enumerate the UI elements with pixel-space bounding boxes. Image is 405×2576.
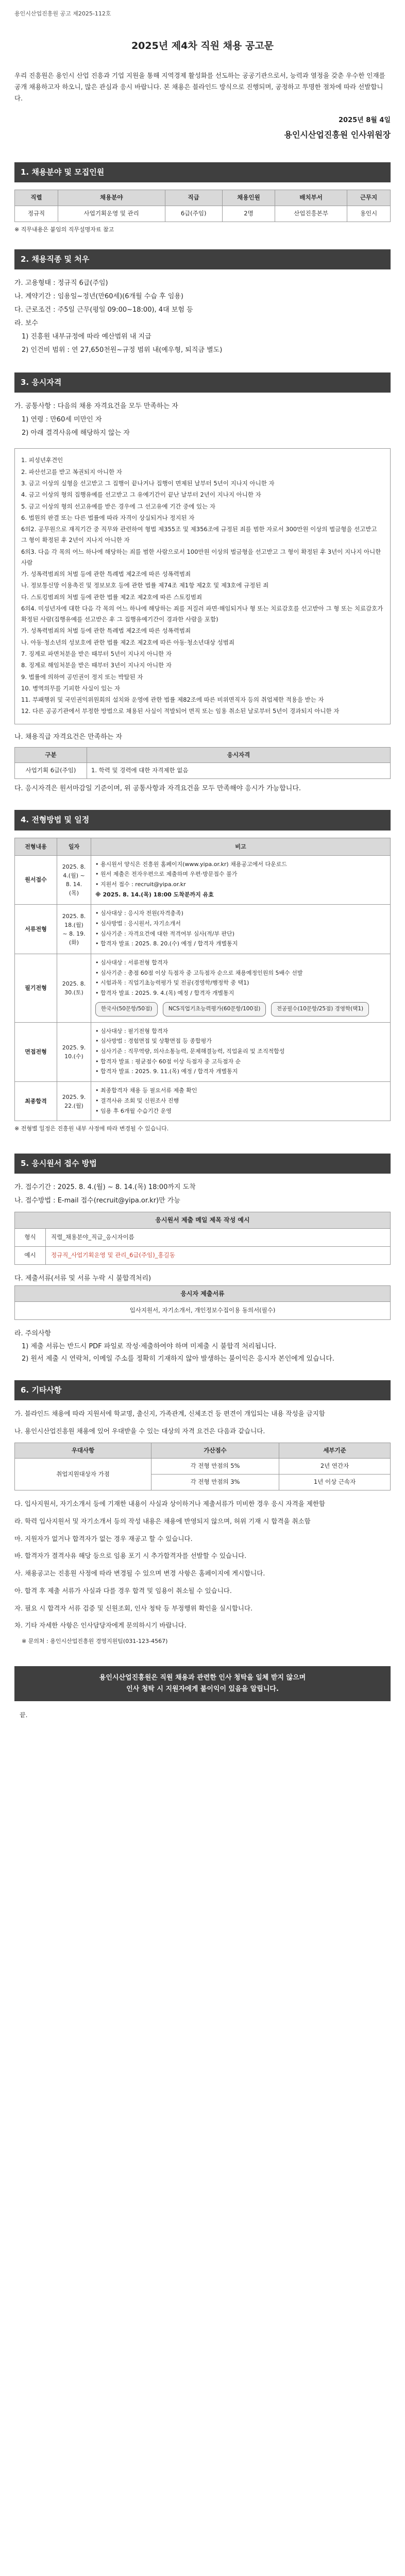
section-1-header: 1. 채용분야 및 모집인원 (14, 162, 391, 182)
table-row (15, 763, 391, 779)
stage-name: 필기전형 (15, 954, 57, 1023)
section-4-header: 4. 전형방법 및 일정 (14, 810, 391, 830)
list-item: 다. 근로조건 : 주5일 근무(평일 09:00~18:00), 4대 보험 등 (14, 306, 193, 314)
table-cell: 6급(주임) (165, 206, 222, 222)
contact-info: ※ 문의처 : 용인시산업진흥원 경영지원팀(031-123-4567) (22, 1638, 168, 1645)
list-item: 가. 고용형태 : 정규직 6급(주임) (14, 279, 108, 287)
list-item: 라. 보수 (14, 319, 38, 328)
list-item: 다. 제출서류(서류 및 서류 누락 시 불합격처리) (14, 1274, 151, 1282)
list-item: 나. 접수방법 : E-mail 접수(recruit@yipa.or.kr)만 가능 (14, 1197, 180, 1205)
list-item: 가. 블라인드 채용에 따라 지원서에 학교명, 출신지, 가족관계, 신체조건 등 편견이 개입되는 내용 작성을 금지함 (14, 1410, 325, 1418)
table-cell: 2년 연간자 (279, 1459, 391, 1475)
table-row (15, 1022, 391, 1081)
table-cell: 사업기획운영 및 관리 (58, 206, 165, 222)
desc-line: • 심사기준 : 직무역량, 의사소통능력, 문제해결능력, 직업윤리 및 조직적합성 (95, 1048, 285, 1055)
list-item: 8. 징계로 해임처분을 받은 때부터 3년이 지나지 아니한 자 (21, 662, 172, 669)
disqualification-list (14, 448, 391, 724)
list-item: 마. 지원자가 없거나 합격자가 없는 경우 재공고 할 수 있습니다. (14, 1534, 193, 1543)
footer-line: 인사 청탁 시 지원자에게 불이익이 있음을 알립니다. (126, 1685, 279, 1693)
list-item: 다. 응시자격은 원서마감일 기준이며, 위 공통사항과 자격요건을 모두 만족해야 응시가 가능합니다. (14, 785, 301, 793)
schedule-note: ※ 전형별 일정은 진흥원 내부 사정에 따라 변경될 수 있습니다. (14, 1125, 169, 1132)
list-item: 12. 다른 공공기관에서 부정한 방법으로 채용된 사실이 적발되어 면직 또는 임용 취소된 날로부터 5년이 경과되지 아니한 자 (21, 707, 340, 715)
table-cell: 직렬_채용분야_직급_응시자이름 (46, 1229, 391, 1246)
table-header: 배치부서 (275, 190, 347, 206)
desc-line: ※ 2025. 8. 14.(목) 18:00 도착분까지 유효 (95, 891, 214, 898)
section-6-header: 6. 기타사항 (14, 1380, 391, 1400)
table-row (15, 855, 391, 905)
list-item: 사. 채용공고는 진흥원 사정에 따라 변경될 수 있으며 변경 사항은 홈페이지에 게시합니다. (14, 1569, 265, 1578)
list-item: 나. 아동·청소년의 성보호에 관한 법률 제2조 제2호에 따른 아동·청소년대상 성범죄 (21, 638, 234, 646)
stage-date: 2025. 8. 30.(토) (57, 954, 91, 1023)
desc-line: • 합격자 발표 : 평균점수 60점 이상 득점자 중 고득점자 순 (95, 1058, 241, 1065)
list-item: 가. 접수기간 : 2025. 8. 4.(월) ~ 8. 14.(목) 18:00까지 도착 (14, 1183, 196, 1192)
list-item: 9. 법률에 의하여 공민권이 정지 또는 박탈된 자 (21, 673, 143, 681)
table-row (15, 905, 391, 954)
list-item: 4. 금고 이상의 형의 집행유예를 선고받고 그 유예기간이 끝난 날부터 2년이 지나지 아니한 자 (21, 491, 261, 499)
desc-line: • 합격자 발표 : 2025. 9. 11.(목) 예정 / 합격자 개별통지 (95, 1068, 238, 1075)
list-subitem: 2) 인건비 범위 : 연 27,650천원~규정 범위 내(예우형, 퇴직금 별도) (22, 346, 223, 354)
notice-date: 2025년 8월 4일 (339, 116, 391, 125)
list-item: 10. 병역의무를 기피한 사실이 있는 자 (21, 684, 121, 692)
footer-line: 용인시산업진흥원은 직원 채용과 관련한 인사 청탁을 일체 받지 않으며 (99, 1674, 306, 1682)
table-header: 근무지 (347, 190, 390, 206)
stage-name: 최종합격 (15, 1082, 57, 1121)
stage-name: 원서접수 (15, 855, 57, 905)
list-item: 차. 기타 자세한 사항은 인사담당자에게 문의하시기 바랍니다. (14, 1621, 187, 1630)
list-item: 나. 채용직급 자격요건은 만족하는 자 (14, 733, 123, 741)
list-item: 6의2. 공무원으로 재직기간 중 직무와 관련하여 형법 제355조 및 제356조에 규정된 죄를 범한 자로서 300만원 이상의 벌금형을 선고받고 그 형이 확정된 후 2년이 지나지 아니한 자 (21, 526, 377, 544)
table-cell: 각 전형 만점의 3% (151, 1475, 279, 1490)
section-1-note: ※ 직무내용은 붙임의 직무설명자료 참고 (14, 226, 114, 233)
stage-desc (91, 1082, 391, 1121)
table-header: 우대사항 (15, 1443, 151, 1459)
desc-line: • 시험과목 : 직업기초능력평가 및 전공(경영학/행정학 중 택1) (95, 979, 249, 987)
table-row (15, 1459, 391, 1475)
page-title: 2025년 제4차 직원 채용 공고문 (131, 40, 274, 52)
list-item: 가. 성폭력범죄의 처벌 등에 관한 특례법 제2조에 따른 성폭력범죄 (21, 627, 191, 635)
list-item: 자. 필요 시 합격자 서류 검증 및 신원조회, 인사 청탁 등 부정행위 확인을 실시합니다. (14, 1604, 253, 1612)
document-number: 용인시산업진흥원 공고 제2025-112호 (14, 10, 111, 17)
table-cell: 각 전형 만점의 5% (151, 1459, 279, 1475)
table-row (15, 206, 391, 222)
table-row (15, 1246, 391, 1264)
list-item: 2. 파산선고를 받고 복권되지 아니한 자 (21, 468, 122, 476)
qualification-table (14, 747, 391, 779)
list-item: 라. 주의사항 (14, 1330, 52, 1338)
table-cell: 형식 (15, 1229, 46, 1246)
desc-line: • 심사기준 : 총점 60점 이상 득점자 중 고득점자 순으로 채용예정인원의 5배수 선발 (95, 969, 303, 976)
list-item: 가. 공통사항 : 다음의 채용 자격요건을 모두 만족하는 자 (14, 402, 178, 411)
table-header: 일자 (57, 838, 91, 855)
stage-date: 2025. 9. 10.(수) (57, 1022, 91, 1081)
exam-subject-pill: 한국사(50문항/50점) (95, 1002, 158, 1016)
docs-title-header: 응시자 제출서류 (14, 1285, 391, 1302)
stage-desc (91, 905, 391, 954)
list-item: 나. 용인시산업진흥원 채용에 있어 우대받을 수 있는 대상의 자격 요건은 다음과 같습니다. (14, 1427, 265, 1435)
table-cell: 1. 학력 및 경력에 대한 자격제한 없음 (87, 763, 391, 779)
table-cell: 용인시 (347, 206, 390, 222)
list-item: 가. 성폭력범죄의 처벌 등에 관한 특례법 제2조에 따른 성폭력범죄 (21, 570, 191, 578)
desc-line: • 용시원서 양식은 진흥원 홈페이지(www.yipa.or.kr) 채용공고에서 다운로드 (95, 860, 287, 868)
list-item: 라. 학력 입사지원서 및 자기소개서 등의 작성 내용은 채용에 반영되지 않으며, 허위 기재 시 합격을 취소함 (14, 1517, 311, 1525)
stage-date: 2025. 8. 18.(월) ~ 8. 19.(화) (57, 905, 91, 954)
table-cell: 정규직_사업기획운영 및 관리_6급(주임)_홍길동 (46, 1246, 391, 1264)
issuer-org: 용인시산업진흥원 인사위원장 (284, 130, 391, 140)
table-header: 직렬 (15, 190, 58, 206)
stage-desc (91, 954, 391, 1023)
desc-line: • 지원서 접수 : recruit@yipa.or.kr (95, 880, 186, 888)
stage-name: 면접전형 (15, 1022, 57, 1081)
desc-line: • 심사대상 : 응시자 전원(자격충족) (95, 910, 183, 917)
desc-line: • 심사대상 : 필기전형 합격자 (95, 1027, 168, 1035)
list-item: 나. 정보통신망 이용촉진 및 정보보호 등에 관한 법률 제74조 제1항 제2호 및 제3호에 규정된 죄 (21, 582, 269, 589)
desc-line: • 결격사유 조회 및 신원조사 진행 (95, 1097, 179, 1104)
table-cell: 예시 (15, 1246, 46, 1264)
mail-format-table (14, 1229, 391, 1265)
list-item: 바. 합격자가 결격사유 해당 등으로 임용 포기 시 추가합격자를 선발할 수 있습니다. (14, 1552, 247, 1560)
table-header: 채용분야 (58, 190, 165, 206)
desc-line: • 심사기준 : 자격요건에 대한 적격여부 심사(적/부 판단) (95, 930, 235, 937)
section-3-header: 3. 응시자격 (14, 372, 391, 393)
footer-banner (14, 1666, 391, 1701)
list-item: 11. 부패행위 및 국민권익위원회의 설치와 운영에 관한 법률 제82조에 따른 비위면직자 등의 취업제한 적용을 받는 자 (21, 696, 324, 704)
desc-line: • 최종합격자 채용 등 필요서류 제출 확인 (95, 1087, 197, 1094)
table-header: 응시자격 (87, 747, 391, 763)
document-end: 끝. (20, 1711, 28, 1719)
preference-table (14, 1443, 391, 1490)
table-cell: 취업지원대상자 가점 (15, 1459, 151, 1490)
list-subitem: 1) 진흥원 내부규정에 따라 예산범위 내 지급 (22, 333, 151, 341)
section-2-header: 2. 채용직종 및 처우 (14, 249, 391, 269)
table-cell: 1년 이상 근속자 (279, 1475, 391, 1490)
desc-line: • 임용 후 6개월 수습기간 운영 (95, 1107, 172, 1114)
table-cell: 정규직 (15, 206, 58, 222)
stage-desc (91, 1022, 391, 1081)
table-row (15, 954, 391, 1023)
list-subitem: 2) 원서 제출 시 연락처, 이메일 주소를 정확히 기재하지 않아 발생하는 불이익은 응시자 본인에게 있습니다. (22, 1354, 334, 1363)
stage-date: 2025. 9. 22.(월) (57, 1082, 91, 1121)
list-subitem: 2) 아래 결격사유에 해당하지 않는 자 (22, 429, 130, 437)
intro-paragraph: 우리 진흥원은 용인시 산업 진흥과 기업 지원을 통해 지역경제 활성화를 선도하는 공공기관으로서, 능력과 열정을 갖춘 우수한 인재를 공개 채용하고자 하오니, 많은 관심과 응시 바랍니다. 본 채용은 블라인드 방식으로 진행되며, 공정하고 투명한 절차에 따라 선발합니다. (14, 72, 385, 103)
table-header: 전형내용 (15, 838, 57, 855)
desc-line: • 심사대상 : 서류전형 합격자 (95, 959, 168, 967)
list-item: 1. 피성년후견인 (21, 456, 63, 464)
exam-subject-pill: NCS직업기초능력평가(60문항/100점) (163, 1002, 266, 1016)
stage-name: 서류전형 (15, 905, 57, 954)
desc-line: • 심사방법 : 응시원서, 자기소개서 (95, 920, 181, 927)
desc-line: • 원서 제출은 전자우편으로 제출하며 우편·방문접수 불가 (95, 871, 238, 878)
table-header: 세부기준 (279, 1443, 391, 1459)
list-item: 7. 징계로 파면처분을 받은 때부터 5년이 지나지 아니한 자 (21, 650, 172, 657)
list-item: 나. 계약기간 : 임용일~정년(만60세)(6개월 수습 후 임용) (14, 293, 183, 301)
table-header: 가산점수 (151, 1443, 279, 1459)
list-item: 6의4. 미성년자에 대한 다음 각 목의 어느 하나에 해당하는 죄를 저질러 파면·해임되거나 형 또는 치료감호를 선고받아 그 형 또는 치료감호가 확정된 사람(집행유예를 선고받은 후 그 집행유예기간이 경과한 사람을 포함) (21, 604, 383, 623)
stage-date: 2025. 8. 4.(월) ~ 8. 14.(목) (57, 855, 91, 905)
table-header: 직급 (165, 190, 222, 206)
list-subitem: 1) 연령 : 만60세 미만인 자 (22, 416, 102, 424)
table-cell: 산업진흥본부 (275, 206, 347, 222)
schedule-table (14, 838, 391, 1122)
table-row (15, 1082, 391, 1121)
desc-line: • 합격자 발표 : 2025. 8. 20.(수) 예정 / 합격자 개별통지 (95, 940, 238, 947)
section-5-header: 5. 응시원서 접수 방법 (14, 1154, 391, 1174)
table-header: 구분 (15, 747, 87, 763)
table-header: 채용인원 (222, 190, 275, 206)
list-item: 다. 입사지원서, 자기소개서 등에 기재한 내용이 사실과 상이하거나 제출서류가 미비한 경우 응시 자격을 제한함 (14, 1500, 325, 1508)
mail-title-header: 응시원서 제출 메일 제목 작성 예시 (14, 1212, 391, 1229)
desc-line: • 심사방법 : 경험면접 및 상황면접 등 종합평가 (95, 1038, 212, 1045)
table-cell: 2명 (222, 206, 275, 222)
table-cell: 사업기획 6급(주임) (15, 763, 87, 779)
table-header: 비고 (91, 838, 391, 855)
list-item: 6의3. 다음 각 목의 어느 하나에 해당하는 죄를 범한 사람으로서 100만원 이상의 벌금형을 선고받고 그 형이 확정된 후 3년이 지나지 아니한 사람 (21, 548, 381, 566)
table-row (15, 1229, 391, 1246)
stage-desc (91, 855, 391, 905)
list-item: 다. 스토킹범죄의 처벌 등에 관한 법률 제2조 제2호에 따른 스토킹범죄 (21, 593, 202, 601)
docs-required: 입사지원서, 자기소개서, 개인정보수집이용 동의서(필수) (14, 1302, 391, 1320)
recruitment-table (14, 190, 391, 222)
list-subitem: 1) 제출 서류는 반드시 PDF 파일로 작성·제출하여야 하며 미제출 시 불합격 처리됩니다. (22, 1343, 277, 1351)
list-item: 3. 금고 이상의 실형을 선고받고 그 집행이 끝나거나 집행이 면제된 날부터 5년이 지나지 아니한 자 (21, 480, 275, 487)
desc-line: • 합격자 발표 : 2025. 9. 4.(목) 예정 / 합격자 개별통지 (95, 990, 234, 997)
list-item: 5. 금고 이상의 형의 선고유예를 받은 경우에 그 선고유예 기간 중에 있는 자 (21, 502, 215, 510)
list-item: 6. 법원의 판결 또는 다른 법률에 따라 자격이 상실되거나 정지된 자 (21, 514, 195, 521)
exam-subject-pill: 전공필수(10문항/25점) 경영학(택1) (271, 1002, 369, 1016)
list-item: 아. 합격 후 제출 서류가 사실과 다를 경우 합격 및 임용이 취소될 수 있습니다. (14, 1586, 232, 1595)
